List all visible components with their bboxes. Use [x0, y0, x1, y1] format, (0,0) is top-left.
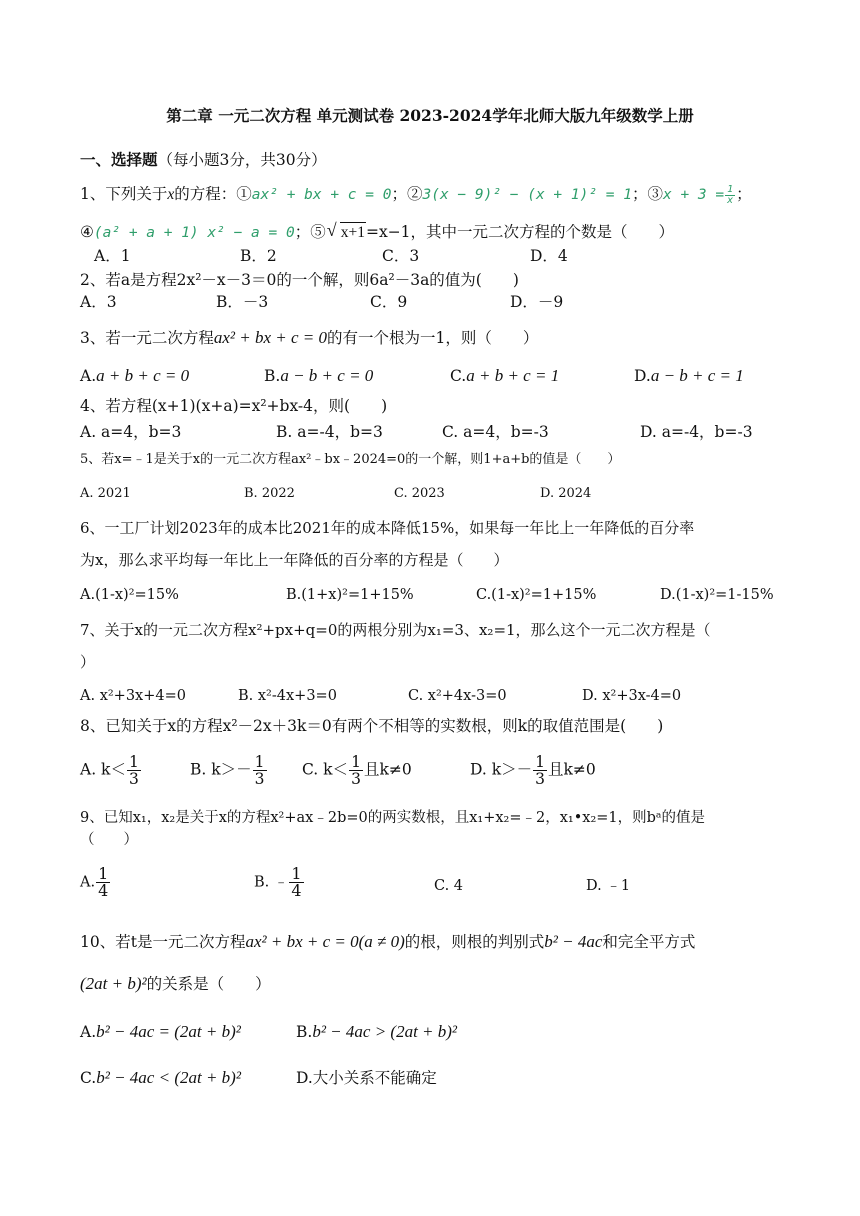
- question-1-line-2: [80, 222, 820, 243]
- q10-option-b-math: b² − 4ac > (2at + b)²: [312, 1022, 458, 1041]
- q6-option-c[interactable]: C.(1-x)²=1+15%: [476, 587, 597, 603]
- section-title: 一、选择题: [80, 150, 158, 169]
- q4-option-a[interactable]: A. a=4，b=3: [80, 423, 182, 441]
- q8-a-num: 1: [128, 753, 139, 771]
- q4-option-d[interactable]: D. a=-4，b=-3: [640, 423, 753, 441]
- q9-option-d[interactable]: D. ﹣1: [586, 878, 631, 894]
- question-8-options: [80, 750, 820, 794]
- q3-option-b-math: a − b + c = 0: [280, 366, 374, 385]
- q1-var: x: [167, 186, 175, 203]
- q1-option-d[interactable]: D．4: [530, 247, 568, 265]
- question-7-stem-line-2: ）: [80, 653, 96, 671]
- q3-option-a-math: a + b + c = 0: [96, 366, 190, 385]
- q3-option-a[interactable]: [80, 366, 189, 386]
- q10-option-c-math: b² − 4ac < (2at + b)²: [96, 1068, 241, 1087]
- q3-option-d-math: a − b + c = 1: [650, 366, 744, 385]
- q1-eq4: (a² + a + 1) x² − a = 0: [93, 225, 295, 241]
- question-9-stem-line-1: 9、已知x₁，x₂是关于x的方程x²+ax﹣2b=0的两实数根，且x₁+x₂=﹣2，x₁•x₂=1，则bᵃ的值是: [80, 810, 706, 826]
- q8-option-d[interactable]: [470, 754, 596, 787]
- q5-option-c[interactable]: C. 2023: [394, 486, 445, 501]
- q6-option-b[interactable]: B.(1+x)²=1+15%: [286, 587, 414, 603]
- q8-b-den: 3: [254, 770, 265, 788]
- q8-d-num: 1: [535, 753, 545, 771]
- q1-mark4: ④: [80, 223, 94, 241]
- q8-option-c-suffix: 且k≠0: [363, 760, 412, 779]
- question-9-options: [80, 862, 820, 910]
- q1-option-a[interactable]: A．1: [94, 247, 131, 265]
- q1-sep2: ；②: [391, 185, 423, 203]
- q8-a-den: 3: [128, 770, 139, 788]
- q1-sep5: ；⑤: [294, 223, 326, 241]
- q1-stem-b: 的方程：①: [174, 185, 252, 203]
- q5-option-d[interactable]: D. 2024: [540, 486, 592, 501]
- q5-option-b[interactable]: B. 2022: [244, 486, 295, 501]
- q10-option-b[interactable]: [296, 1022, 457, 1042]
- q1-stem: 1、下列关于: [80, 185, 168, 203]
- section-note: （每小题3分，共30分）: [157, 151, 327, 169]
- q9-option-b-fraction: [289, 866, 303, 899]
- q8-option-a-fraction: [127, 754, 141, 787]
- q9-option-a[interactable]: [80, 866, 111, 899]
- q8-option-a[interactable]: [80, 754, 142, 787]
- q9-option-b[interactable]: [254, 866, 305, 899]
- q2-option-b[interactable]: B．－3: [216, 293, 269, 311]
- q6-option-d[interactable]: D.(1-x)²=1-15%: [660, 587, 774, 603]
- q9-option-c[interactable]: C. 4: [434, 878, 464, 894]
- q10-stem-c: 和完全平方式: [602, 933, 696, 951]
- q9-option-b-label: B. ﹣: [254, 874, 289, 891]
- q4-option-b[interactable]: B. a=-4，b=3: [276, 423, 383, 441]
- q6-option-a[interactable]: A.(1-x)²=15%: [80, 587, 179, 603]
- q3-option-b[interactable]: [264, 366, 373, 386]
- q1-eq3-den: x: [727, 194, 734, 206]
- q10-stem-a: 10、若t是一元二次方程: [80, 933, 246, 951]
- q9-option-a-label: A.: [80, 874, 96, 891]
- q10-option-a[interactable]: [80, 1022, 241, 1042]
- q8-option-d-fraction: [533, 754, 547, 787]
- q3-equation: ax² + bx + c = 0: [213, 328, 328, 347]
- q9-option-a-fraction: [96, 866, 110, 899]
- q10-equation: ax² + bx + c = 0(a ≠ 0): [245, 932, 405, 951]
- question-6-stem-line-1: 6、一工厂计划2023年的成本比2021年的成本降低15%，如果每一年比上一年降低的百分率: [80, 519, 695, 537]
- question-1-line-1: [80, 184, 820, 206]
- q8-option-c[interactable]: [302, 754, 412, 787]
- question-4-stem: 4、若方程(x+1)(x+a)=x²+bx-4，则( ): [80, 397, 388, 415]
- q7-option-a[interactable]: A. x²+3x+4=0: [80, 688, 186, 704]
- q10-option-c[interactable]: [80, 1068, 241, 1088]
- q10-option-b-label: B.: [296, 1023, 313, 1041]
- q3-option-c-label: C.: [450, 367, 467, 385]
- question-5-stem: 5、若x=﹣1是关于x的一元二次方程ax²﹣bx﹣2024=0的一个解，则1+a+b的值是（ ）: [80, 452, 621, 467]
- q3-option-b-label: B.: [264, 367, 281, 385]
- q1-eq3: x + 3 =: [663, 187, 725, 203]
- q1-sep3: ；③: [632, 185, 664, 203]
- question-8-stem: 8、已知关于x的方程x²－2x＋3k＝0有两个不相等的实数根，则k的取值范围是( ): [80, 717, 664, 735]
- q8-option-c-fraction: [349, 754, 363, 787]
- q8-option-d-suffix: 且k≠0: [548, 760, 596, 779]
- question-10-stem-line-1: [80, 932, 820, 952]
- q1-eq5-radicand: √ x+1: [340, 222, 366, 243]
- q8-c-num: 1: [351, 753, 361, 771]
- q2-option-c[interactable]: C．9: [370, 293, 408, 311]
- q8-c-den: 3: [351, 770, 361, 788]
- q7-option-c[interactable]: C. x²+4x-3=0: [408, 688, 507, 704]
- q4-option-c[interactable]: C. a=4，b=-3: [442, 423, 549, 441]
- question-7-stem-line-1: 7、关于x的一元二次方程x²+px+q=0的两根分别为x₁=3、x₂=1，那么这个一元二次方程是（: [80, 621, 711, 639]
- q1-eq5-rest: =x−1，其中一元二次方程的个数是（ ）: [365, 223, 675, 241]
- q8-option-c-label: C. k＜: [302, 760, 349, 779]
- question-2-stem: 2、若a是方程2x²－x－3＝0的一个解，则6a²－3a的值为( ): [80, 271, 519, 289]
- q9-a-num: 1: [98, 864, 109, 883]
- q1-end: ；: [736, 185, 752, 203]
- q1-eq3-num: 1: [727, 183, 734, 195]
- q8-d-den: 3: [535, 770, 545, 788]
- q10-stem-d: 的关系是（ ）: [146, 975, 271, 993]
- q10-stem-b: 的根，则根的判别式: [404, 933, 545, 951]
- q9-a-den: 4: [98, 881, 109, 900]
- q8-option-d-label: D. k＞－: [470, 760, 533, 779]
- q9-b-den: 4: [291, 881, 302, 900]
- q10-discriminant: b² − 4ac: [544, 932, 603, 951]
- q3-option-d-label: D.: [634, 367, 651, 385]
- page-title: 第二章 一元二次方程 单元测试卷 2023-2024学年北师大版九年级数学上册: [166, 106, 694, 125]
- q2-option-d[interactable]: D．－9: [510, 293, 564, 311]
- q8-b-num: 1: [254, 753, 265, 771]
- q1-option-b[interactable]: B．2: [240, 247, 277, 265]
- q8-option-b-label: B. k＞－: [190, 760, 252, 779]
- q3-option-c[interactable]: [450, 366, 559, 386]
- q9-b-num: 1: [291, 864, 302, 883]
- q8-option-a-label: A. k＜: [80, 760, 126, 779]
- q10-option-c-label: C.: [80, 1069, 97, 1087]
- q3-stem-b: 的有一个根为一1，则（ ）: [327, 329, 539, 347]
- question-6-stem-line-2: 为x，那么求平均每一年比上一年降低的百分率的方程是（ ）: [80, 551, 509, 569]
- q1-option-c[interactable]: C．3: [382, 247, 420, 265]
- q7-option-b[interactable]: B. x²-4x+3=0: [238, 688, 337, 704]
- q2-option-a[interactable]: A．3: [80, 293, 117, 311]
- question-9-stem-line-2: （ ）: [80, 832, 138, 848]
- question-10-stem-line-2: [80, 974, 820, 994]
- question-3-stem: [80, 328, 820, 348]
- q1-eq1: ax² + bx + c = 0: [251, 187, 392, 203]
- q3-option-d[interactable]: [634, 366, 744, 386]
- q8-option-b-fraction: [253, 754, 267, 787]
- q10-square: (2at + b)²: [80, 974, 147, 993]
- section-heading: [80, 150, 820, 170]
- q10-option-d[interactable]: D.大小关系不能确定: [296, 1069, 437, 1087]
- q3-option-a-label: A.: [80, 367, 97, 385]
- q3-option-c-math: a + b + c = 1: [466, 366, 560, 385]
- q1-eq3-fraction: [725, 185, 735, 206]
- q3-stem-a: 3、若一元二次方程: [80, 329, 214, 347]
- q10-option-a-label: A.: [80, 1023, 97, 1041]
- q10-option-a-math: b² − 4ac = (2at + b)²: [96, 1022, 241, 1041]
- q8-option-b[interactable]: [190, 754, 268, 787]
- q5-option-a[interactable]: A. 2021: [80, 486, 131, 501]
- q7-option-d[interactable]: D. x²+3x-4=0: [582, 688, 682, 704]
- q1-eq2: 3(x − 9)² − (x + 1)² = 1: [422, 187, 632, 203]
